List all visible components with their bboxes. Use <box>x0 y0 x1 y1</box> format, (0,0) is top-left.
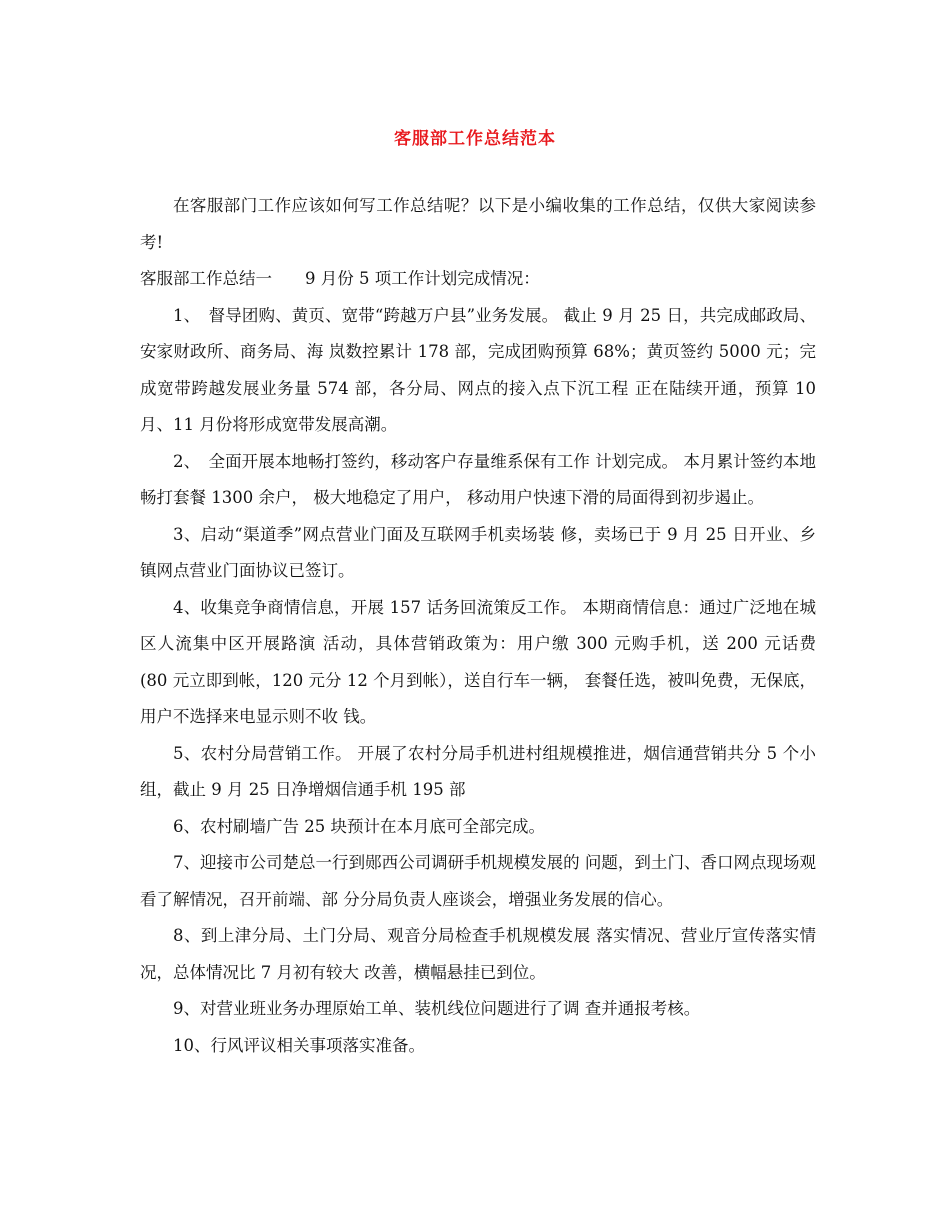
list-item: 8、到上津分局、土门分局、观音分局检查手机规模发展 落实情况、营业厅宣传落实情况，总体情况比 7 月初有较大 改善，横幅悬挂已到位。 <box>140 926 816 982</box>
list-item: 7、迎接市公司楚总一行到郧西公司调研手机规模发展的 问题，到土门、香口网点现场观看了解情况，召开前端、部 分分局负责人座谈会，增强业务发展的信心。 <box>140 853 816 909</box>
list-item: 3、启动“渠道季”网点营业门面及互联网手机卖场装 修，卖场已于 9 月 25 日开业、乡镇网点营业门面协议已签订。 <box>140 524 816 580</box>
list-item: 9、对营业班业务办理原始工单、装机线位问题进行了调 查并通报考核。 <box>173 999 701 1018</box>
document-body <box>140 188 833 1064</box>
list-item: 4、收集竞争商情信息，开展 157 话务回流策反工作。 本期商情信息：通过广泛地在城区人流集中区开展路演 活动，具体营销政策为：用户缴 300 元购手机，送 200 元话费 (80 元立即到帐，120 元分 12 个月到帐），送自行车一辆， 套餐任选，被叫免费，无保底，用户不选择来电显示则不收 钱。 <box>140 597 833 726</box>
list-item: 2、 全面开展本地畅打签约，移动客户存量维系保有工作 计划完成。 本月累计签约本地畅打套餐 1300 余户， 极大地稳定了用户， 移动用户快速下滑的局面得到初步遏止。 <box>140 451 816 507</box>
intro-paragraph: 在客服部门工作应该如何写工作总结呢？以下是小编收集的工作总结，仅供大家阅读参考! <box>140 196 816 252</box>
list-item: 10、行风评议相关事项落实准备。 <box>173 1035 425 1055</box>
document-title: 客服部工作总结范本 <box>394 129 556 149</box>
section-heading: 客服部工作总结一 9 月份 5 项工作计划完成情况： <box>140 269 540 288</box>
list-item: 1、 督导团购、黄页、宽带“跨越万户县”业务发展。 截止 9 月 25 日，共完成邮政局、安家财政所、商务局、海 岚数控累计 178 部，完成团购预算 68%；黄页签约 5000 元；完 成宽带跨越发展业务量 574 部，各分局、网点的接入点下沉工程 正在陆续开通，预算 10 月、11 月份将形成宽带发展高潮。 <box>140 305 816 434</box>
list-item: 5、农村分局营销工作。 开展了农村分局手机进村组规模推进，烟信通营销共分 5 个小组，截止 9 月 25 日净增烟信通手机 195 部 <box>140 743 816 799</box>
list-item: 6、农村刷墙广告 25 块预计在本月底可全部完成。 <box>173 816 545 836</box>
